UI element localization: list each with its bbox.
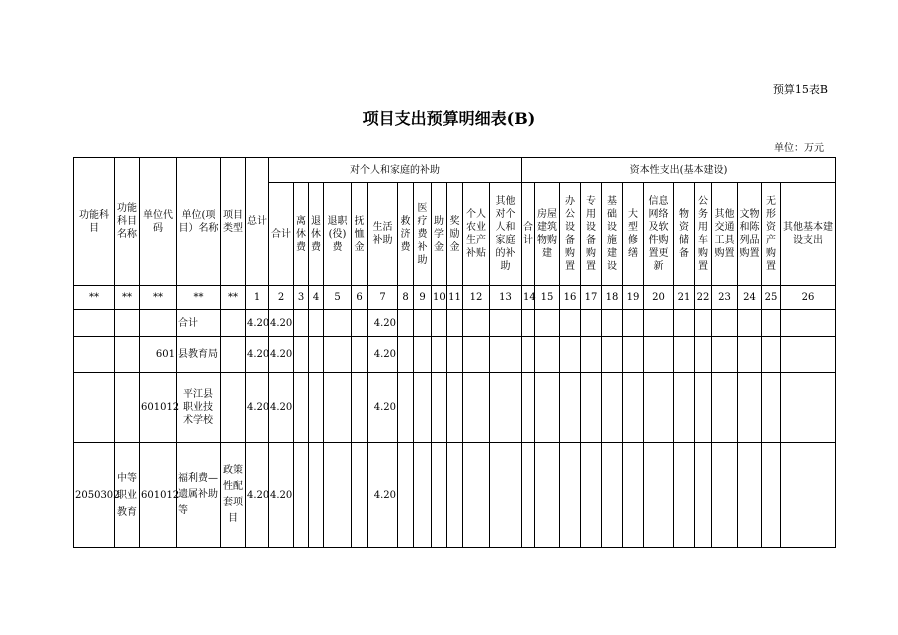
header-row-group [74,158,836,183]
empty-cell [414,373,432,443]
empty-cell [294,337,309,373]
index-cell: 26 [781,286,836,310]
header-p-lixiu: 离休费 [294,183,309,286]
empty-cell [560,443,581,548]
empty-cell [522,310,535,337]
header-c-sum: 合计 [522,183,535,286]
header-c-jichu: 基础设施建设 [602,183,623,286]
empty-cell [398,310,414,337]
empty-cell [738,310,762,337]
index-cell: 8 [398,286,414,310]
empty-cell [324,337,352,373]
empty-cell [309,373,324,443]
index-cell: 10 [432,286,447,310]
empty-cell [463,443,490,548]
empty-cell [309,443,324,548]
index-cell: 21 [674,286,695,310]
header-c-gongwu: 公务用车购置 [695,183,712,286]
table-row [74,373,836,443]
empty-cell [463,310,490,337]
budget-table [73,157,836,548]
header-group-capital: 资本性支出(基本建设) [522,158,836,183]
empty-cell [644,337,674,373]
cell-unit-name: 合计 [177,310,221,337]
header-p-shenghuo: 生活补助 [368,183,398,286]
table-row [74,337,836,373]
cell-p-sum: 4.20 [269,373,294,443]
empty-cell [781,443,836,548]
cell-p-sum: 4.20 [269,443,294,548]
empty-cell [432,443,447,548]
empty-cell [781,310,836,337]
empty-cell [414,443,432,548]
header-c-wuxing: 无形资产购置 [762,183,781,286]
empty-cell [398,373,414,443]
empty-cell [324,310,352,337]
header-c-jiaotong: 其他交通工具购置 [712,183,738,286]
index-cell: 25 [762,286,781,310]
index-cell: 15 [535,286,560,310]
header-c-zhuanyong: 专用设备购置 [581,183,602,286]
index-cell: 1 [246,286,269,310]
index-cell: 17 [581,286,602,310]
empty-cell [581,443,602,548]
cell-unit-code: 601012 [140,443,177,548]
index-cell: 2 [269,286,294,310]
empty-cell [762,443,781,548]
empty-cell [294,443,309,548]
empty-cell [695,373,712,443]
empty-cell [432,373,447,443]
empty-cell [398,443,414,548]
index-cell: ** [221,286,246,310]
empty-cell [490,373,522,443]
cell-total: 4.20 [246,443,269,548]
header-p-nongye: 个人农业生产补贴 [463,183,490,286]
header-p-fuxu: 抚恤金 [352,183,368,286]
empty-cell [762,310,781,337]
index-cell: 9 [414,286,432,310]
header-p-tuixiu: 退休费 [309,183,324,286]
cell-unit-code [140,310,177,337]
cell-p-shenghuo: 4.20 [368,373,398,443]
page-title: 项目支出预算明细表(B) [362,109,536,128]
empty-cell [762,337,781,373]
header-func: 功能科目 [74,158,115,286]
empty-cell [674,337,695,373]
empty-cell [738,337,762,373]
empty-cell [447,443,463,548]
empty-cell [581,337,602,373]
cell-func-name [115,310,140,337]
header-c-other: 其他基本建设支出 [781,183,836,286]
header-c-bangong: 办公设备购置 [560,183,581,286]
index-cell: ** [74,286,115,310]
header-c-wenwu: 文物和陈列品购置 [738,183,762,286]
cell-unit-code: 601 [140,337,177,373]
empty-cell [447,337,463,373]
empty-cell [581,310,602,337]
index-cell: 16 [560,286,581,310]
index-cell: 14 [522,286,535,310]
empty-cell [324,443,352,548]
cell-total: 4.20 [246,337,269,373]
index-cell: 4 [309,286,324,310]
index-cell: ** [177,286,221,310]
index-cell: 20 [644,286,674,310]
header-c-fangwu: 房屋建筑物购建 [535,183,560,286]
empty-cell [432,337,447,373]
empty-cell [352,337,368,373]
empty-cell [602,373,623,443]
empty-cell [490,337,522,373]
cell-total: 4.20 [246,310,269,337]
header-p-sum: 合计 [269,183,294,286]
cell-unit-name: 县教育局 [177,337,221,373]
empty-cell [644,443,674,548]
empty-cell [674,373,695,443]
empty-cell [712,337,738,373]
empty-cell [602,310,623,337]
cell-p-shenghuo: 4.20 [368,443,398,548]
cell-func-name: 中等职业教育 [115,443,140,548]
header-p-jiuji: 救济费 [398,183,414,286]
header-c-xinxi: 信息网络及软件购置更新 [644,183,674,286]
cell-func [74,337,115,373]
index-cell: 6 [352,286,368,310]
index-cell: 3 [294,286,309,310]
empty-cell [522,337,535,373]
index-cell: 12 [463,286,490,310]
empty-cell [294,310,309,337]
empty-cell [644,373,674,443]
cell-p-shenghuo: 4.20 [368,310,398,337]
index-row [74,286,836,310]
empty-cell [781,337,836,373]
cell-func [74,310,115,337]
empty-cell [309,337,324,373]
cell-p-sum: 4.20 [269,310,294,337]
empty-cell [490,310,522,337]
empty-cell [602,337,623,373]
empty-cell [674,443,695,548]
header-c-daxing: 大型修缮 [623,183,644,286]
index-cell: 13 [490,286,522,310]
empty-cell [535,443,560,548]
cell-total: 4.20 [246,373,269,443]
empty-cell [398,337,414,373]
empty-cell [294,373,309,443]
header-func-name: 功能科目名称 [115,158,140,286]
empty-cell [762,373,781,443]
empty-cell [581,373,602,443]
header-unit-code: 单位代码 [140,158,177,286]
empty-cell [309,310,324,337]
index-cell: 19 [623,286,644,310]
empty-cell [623,443,644,548]
empty-cell [414,337,432,373]
unit-label: 单位：万元 [774,143,824,154]
empty-cell [535,337,560,373]
cell-project-type [221,337,246,373]
empty-cell [712,310,738,337]
header-p-zhuxue: 助学金 [432,183,447,286]
header-unit-name: 单位(项目）名称 [177,158,221,286]
empty-cell [623,373,644,443]
cell-project-type [221,373,246,443]
empty-cell [560,373,581,443]
form-number: 预算15表B [772,83,828,96]
empty-cell [535,373,560,443]
cell-project-type: 政策性配套项目 [221,443,246,548]
empty-cell [695,337,712,373]
empty-cell [352,373,368,443]
header-c-wuzi: 物资储备 [674,183,695,286]
index-cell: 24 [738,286,762,310]
cell-func: 2050302 [74,443,115,548]
index-cell: 23 [712,286,738,310]
header-p-yiliao: 医疗费补助 [414,183,432,286]
cell-unit-code: 601012 [140,373,177,443]
index-cell: 5 [324,286,352,310]
cell-p-sum: 4.20 [269,337,294,373]
header-p-jiangli: 奖励金 [447,183,463,286]
table-row [74,310,836,337]
empty-cell [674,310,695,337]
empty-cell [712,443,738,548]
empty-cell [560,337,581,373]
header-project-type: 项目类型 [221,158,246,286]
empty-cell [447,373,463,443]
index-cell: ** [115,286,140,310]
empty-cell [602,443,623,548]
index-cell: 7 [368,286,398,310]
empty-cell [712,373,738,443]
empty-cell [644,310,674,337]
empty-cell [414,310,432,337]
empty-cell [432,310,447,337]
cell-func-name [115,337,140,373]
cell-p-shenghuo: 4.20 [368,337,398,373]
empty-cell [352,310,368,337]
index-cell: ** [140,286,177,310]
empty-cell [781,373,836,443]
empty-cell [738,373,762,443]
index-cell: 22 [695,286,712,310]
index-cell: 11 [447,286,463,310]
cell-unit-name: 福利费—遗属补助等 [177,443,221,548]
empty-cell [352,443,368,548]
empty-cell [324,373,352,443]
empty-cell [522,373,535,443]
empty-cell [560,310,581,337]
empty-cell [463,373,490,443]
cell-func [74,373,115,443]
index-cell: 18 [602,286,623,310]
empty-cell [623,310,644,337]
header-p-other: 其他对个人和家庭的补助 [490,183,522,286]
empty-cell [447,310,463,337]
cell-unit-name: 平江县职业技术学校 [177,373,221,443]
header-p-tuizhi: 退职(役)费 [324,183,352,286]
empty-cell [522,443,535,548]
header-group-personal: 对个人和家庭的补助 [269,158,522,183]
empty-cell [463,337,490,373]
header-total: 总计 [246,158,269,286]
empty-cell [623,337,644,373]
empty-cell [738,443,762,548]
empty-cell [695,443,712,548]
cell-project-type [221,310,246,337]
cell-func-name [115,373,140,443]
table-row [74,443,836,548]
empty-cell [695,310,712,337]
empty-cell [490,443,522,548]
empty-cell [535,310,560,337]
